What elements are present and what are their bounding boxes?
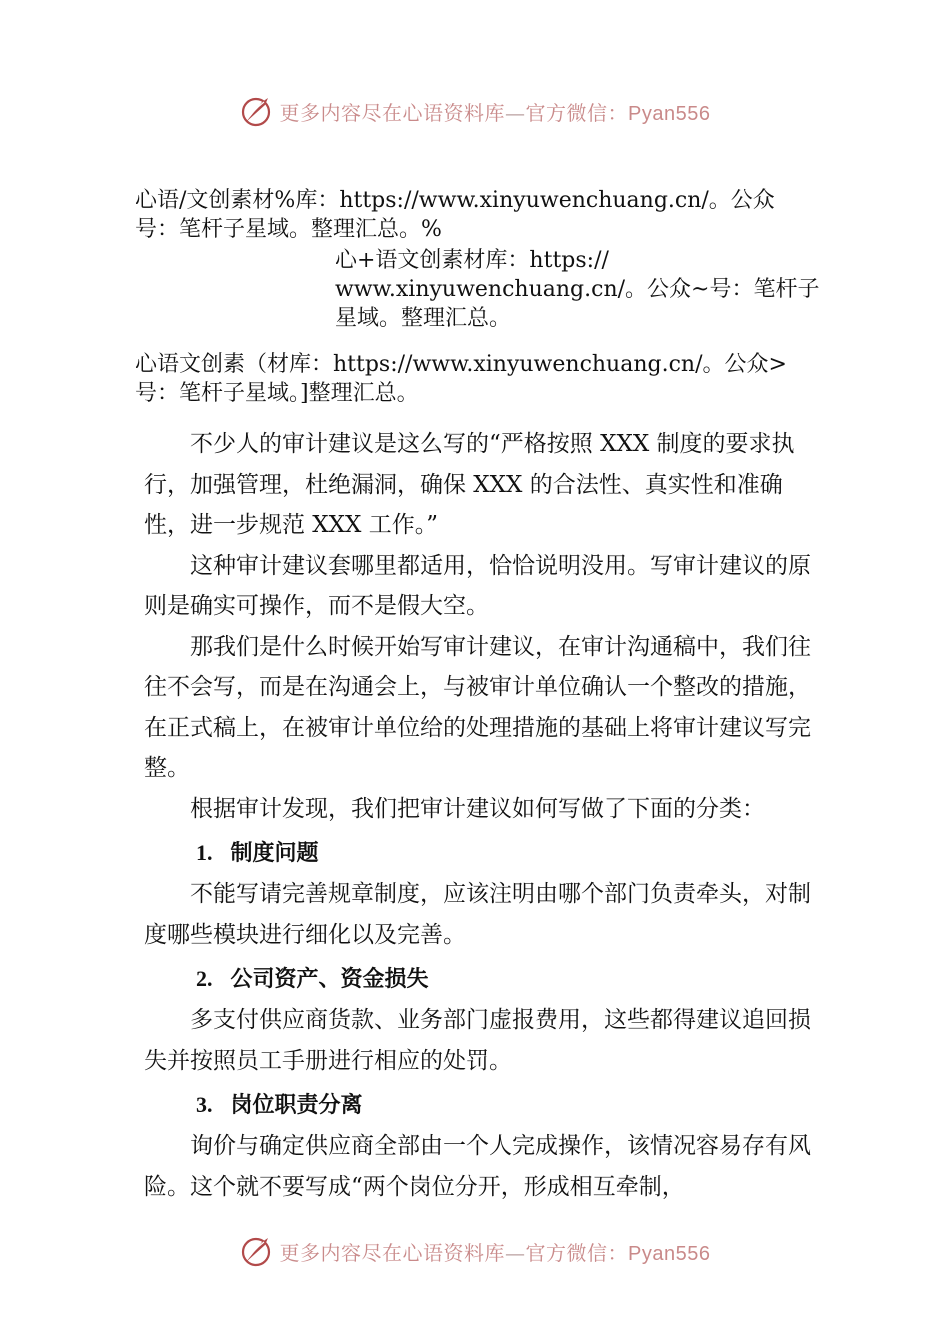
- paragraph: 这种审计建议套哪里都适用，恰恰说明没用。写审计建议的原则是确实可操作，而不是假大空。: [144, 552, 811, 619]
- footer-banner-text: 更多内容尽在心语资料库—官方微信：Pyan556: [279, 1240, 711, 1265]
- quill-logo-icon: [240, 94, 274, 128]
- document-body: [144, 424, 814, 1207]
- paragraph: 多支付供应商货款、业务部门虚报费用，这些都得建议追回损失并按照员工手册进行相应的处罚。: [144, 1007, 811, 1074]
- paragraph: 不少人的审计建议是这么写的“严格按照 XXX 制度的要求执行，加强管理，杜绝漏洞，确保 XXX 的合法性、真实性和准确性，进一步规范 XXX 工作。”: [144, 431, 795, 538]
- paragraph: 那我们是什么时候开始写审计建议，在审计沟通稿中，我们往往不会写，而是在沟通会上，与被审计单位确认一个整改的措施，在正式稿上，在被审计单位给的处理措施的基础上将审计建议写完整。: [144, 633, 811, 781]
- header-banner-text: 更多内容尽在心语资料库—官方微信：Pyan556: [279, 100, 711, 125]
- footer-banner: [0, 1234, 950, 1268]
- wechat-id: Pyan556: [628, 102, 711, 125]
- wechat-id: Pyan556: [628, 1242, 711, 1265]
- paragraph: 根据审计发现，我们把审计建议如何写做了下面的分类：: [190, 795, 765, 822]
- section-heading: 1. 制度问题: [196, 840, 319, 866]
- paragraph: 不能写请完善规章制度，应该注明由哪个部门负责牵头，对制度哪些模块进行细化以及完善。: [144, 881, 811, 948]
- section-heading: 3. 岗位职责分离: [196, 1092, 363, 1118]
- watermark-1: 心语/文创素材%库：https://www.xinyuwenchuang.cn/。公众 号：笔杆子星域。整理汇总。%: [135, 188, 775, 242]
- watermark-3: 心语文创素（材库：https://www.xinyuwenchuang.cn/。公众> 号：笔杆子星域。]整理汇总。: [135, 352, 787, 406]
- paragraph: 询价与确定供应商全部由一个人完成操作，该情况容易存有风险。这个就不要写成“两个岗位分开，形成相互牵制，: [144, 1133, 811, 1200]
- section-heading: 2. 公司资产、资金损失: [196, 966, 429, 992]
- watermark-2: 心+语文创素材库：https:// www.xinyuwenchuang.cn/。公众~号：笔杆子 星域。整理汇总。: [335, 248, 820, 331]
- quill-logo-icon: [240, 1234, 274, 1268]
- header-banner: [0, 94, 950, 128]
